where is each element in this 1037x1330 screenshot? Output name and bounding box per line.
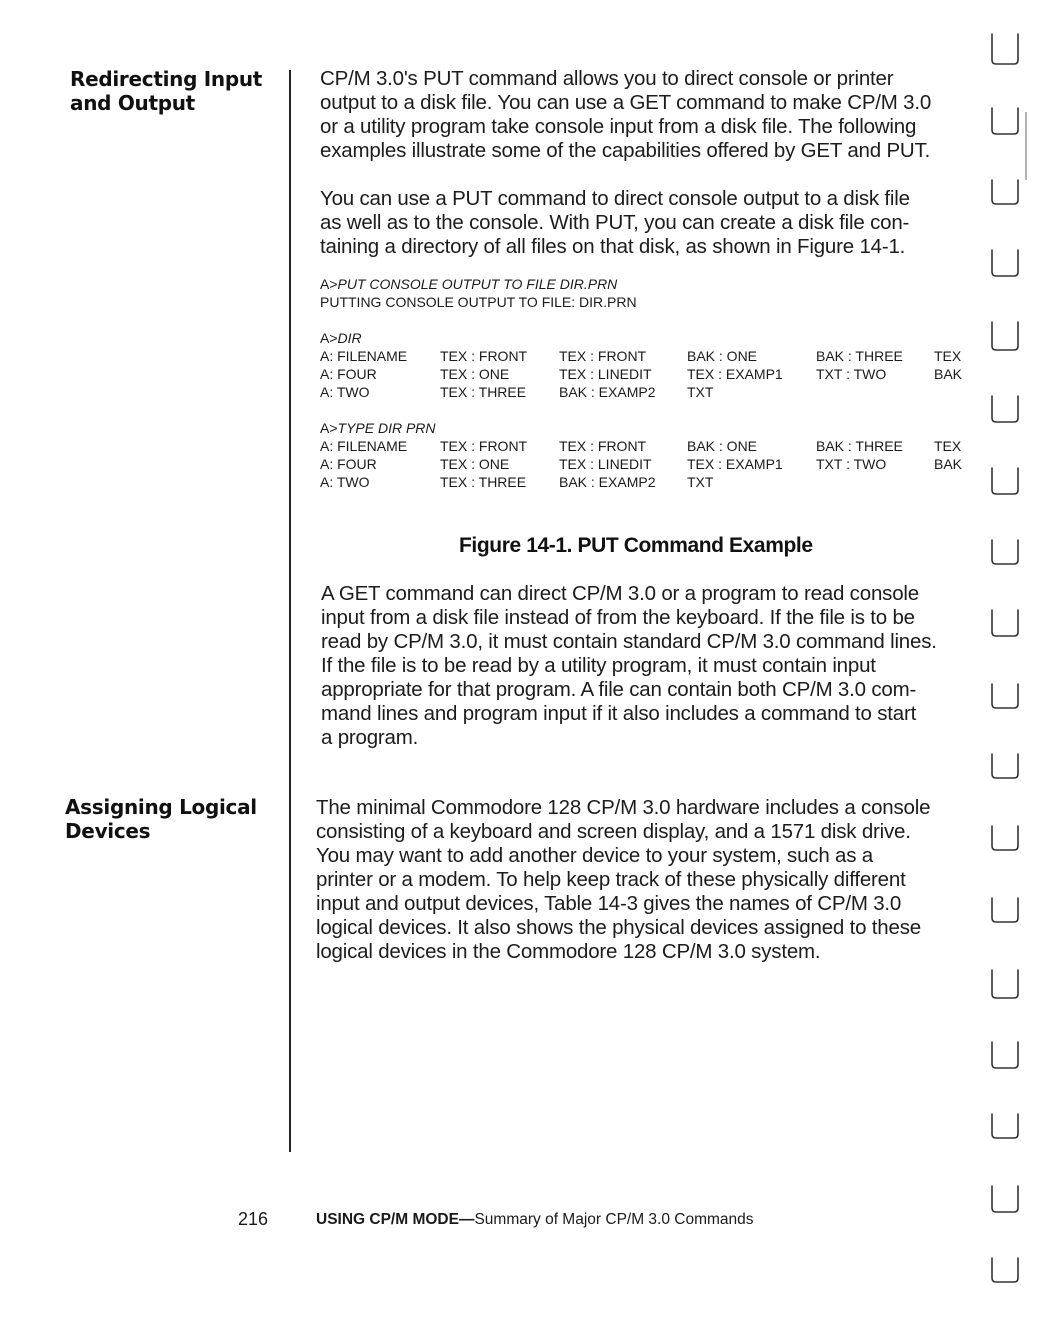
text-line: logical devices in the Commodore 128 CP/M 3.0 system. [316,940,821,963]
text-line: examples illustrate some of the capabilities offered by GET and PUT. [320,139,931,162]
binder-holes [988,0,1028,1330]
directory-cell: TEX : ONE [440,456,510,472]
figure-command-type [320,419,436,437]
directory-cell: A: TWO [320,384,370,400]
directory-cell: TEX : THREE [440,474,527,490]
binder-hole [992,1042,1018,1068]
text-line: You can use a PUT command to direct console output to a disk file [320,187,910,210]
binder-hole [992,1186,1018,1212]
footer-subsection: Summary of Major CP/M 3.0 Commands [474,1211,754,1228]
text-line: as well as to the console. With PUT, you can create a disk file con- [320,211,910,234]
heading-line: Redirecting Input [70,67,263,91]
directory-cell: TEX [934,348,962,364]
text-line: The minimal Commodore 128 CP/M 3.0 hardware includes a console [316,796,931,819]
binder-hole [992,970,1018,998]
directory-cell: BAK : EXAMP2 [559,474,656,490]
directory-cell: BAK : ONE [687,348,758,364]
directory-cell: BAK [934,366,963,382]
binder-hole [992,468,1018,494]
directory-cell: TXT [687,384,714,400]
directory-cell: BAK : THREE [816,348,903,364]
running-footer [316,1210,754,1230]
binder-hole [992,540,1018,564]
text-line: a program. [321,726,419,749]
binder-hole [992,250,1018,276]
binder-hole [992,684,1018,708]
binder-hole [992,34,1018,64]
command-text: PUT CONSOLE OUTPUT TO FILE DIR.PRN [337,276,618,292]
paragraph-put-console [320,187,910,259]
command-text: DIR [337,330,362,346]
binder-hole [992,754,1018,778]
directory-cell: TEX : EXAMP1 [687,366,783,382]
text-line: taining a directory of all files on that disk, as shown in Figure 14-1. [320,235,906,258]
binder-hole [992,826,1018,850]
text-line: consisting of a keyboard and screen display, and a 1571 disk drive. [316,820,911,843]
paragraph-put-get-intro [320,67,931,163]
text-line: A GET command can direct CP/M 3.0 or a program to read console [321,582,919,605]
directory-cell: A: FOUR [320,456,377,472]
directory-cell: TEX : FRONT [440,438,528,454]
binder-hole [992,1114,1018,1138]
footer-dash: — [458,1211,475,1228]
heading-line: and Output [70,91,195,115]
text-line: mand lines and program input if it also includes a command to start [321,702,917,725]
directory-cell: TEX : EXAMP1 [687,456,783,472]
paragraph-logical-devices [316,796,930,964]
text-line: If the file is to be read by a utility program, it must contain input [321,654,876,677]
command-text: TYPE DIR PRN [337,420,436,436]
heading-redirecting-input-output [70,67,262,115]
directory-cell: BAK : ONE [687,438,758,454]
binder-hole [992,396,1018,422]
footer-section: USING CP/M MODE [316,1211,459,1228]
directory-cell: BAK : EXAMP2 [559,384,656,400]
binder-hole [992,180,1018,204]
text-line: You may want to add another device to your system, such as a [316,844,874,867]
figure-caption: Figure 14-1. PUT Command Example [459,534,813,557]
directory-cell: TXT : TWO [816,366,887,382]
directory-cell: BAK [934,456,963,472]
prompt: A> [320,420,338,436]
figure-response-putting: PUTTING CONSOLE OUTPUT TO FILE: DIR.PRN [320,294,637,310]
figure-command-put [320,275,617,293]
directory-cell: TXT : TWO [816,456,887,472]
directory-cell: BAK : THREE [816,438,903,454]
paragraph-get-command [321,582,937,750]
directory-cell: TEX : LINEDIT [559,366,652,382]
binder-hole [992,610,1018,636]
figure-command-dir [320,329,362,347]
prompt: A> [320,276,338,292]
binder-hole [992,108,1018,134]
text-line: CP/M 3.0's PUT command allows you to direct console or printer [320,67,894,90]
text-line: or a utility program take console input from a disk file. The following [320,115,917,138]
directory-cell: TEX : LINEDIT [559,456,652,472]
heading-assigning-logical-devices [65,795,257,843]
directory-cell: TEX : THREE [440,384,527,400]
binder-hole [992,1258,1018,1282]
directory-cell: TEX : ONE [440,366,510,382]
binder-hole [992,322,1018,350]
directory-cell: TEX : FRONT [440,348,528,364]
directory-cell: A: FILENAME [320,438,408,454]
directory-cell: TEX [934,438,962,454]
text-line: appropriate for that program. A file can contain both CP/M 3.0 com- [321,678,917,701]
directory-cell: TEX : FRONT [559,438,647,454]
column-divider [289,70,291,1152]
binder-hole [992,898,1018,922]
directory-cell: A: FOUR [320,366,377,382]
text-line: input and output devices, Table 14-3 gives the names of CP/M 3.0 [316,892,902,915]
heading-line: Devices [65,819,151,843]
prompt: A> [320,330,338,346]
directory-cell: TEX : FRONT [559,348,647,364]
text-line: logical devices. It also shows the physical devices assigned to these [316,916,921,939]
page-number: 216 [238,1209,269,1229]
text-line: printer or a modem. To help keep track of these physically different [316,868,906,891]
directory-cell: A: FILENAME [320,348,408,364]
text-line: read by CP/M 3.0, it must contain standard CP/M 3.0 command lines. [321,630,937,653]
directory-cell: A: TWO [320,474,370,490]
text-line: output to a disk file. You can use a GET command to make CP/M 3.0 [320,91,932,114]
text-line: input from a disk file instead of from the keyboard. If the file is to be [321,606,915,629]
directory-cell: TXT [687,474,714,490]
heading-line: Assigning Logical [65,795,257,819]
